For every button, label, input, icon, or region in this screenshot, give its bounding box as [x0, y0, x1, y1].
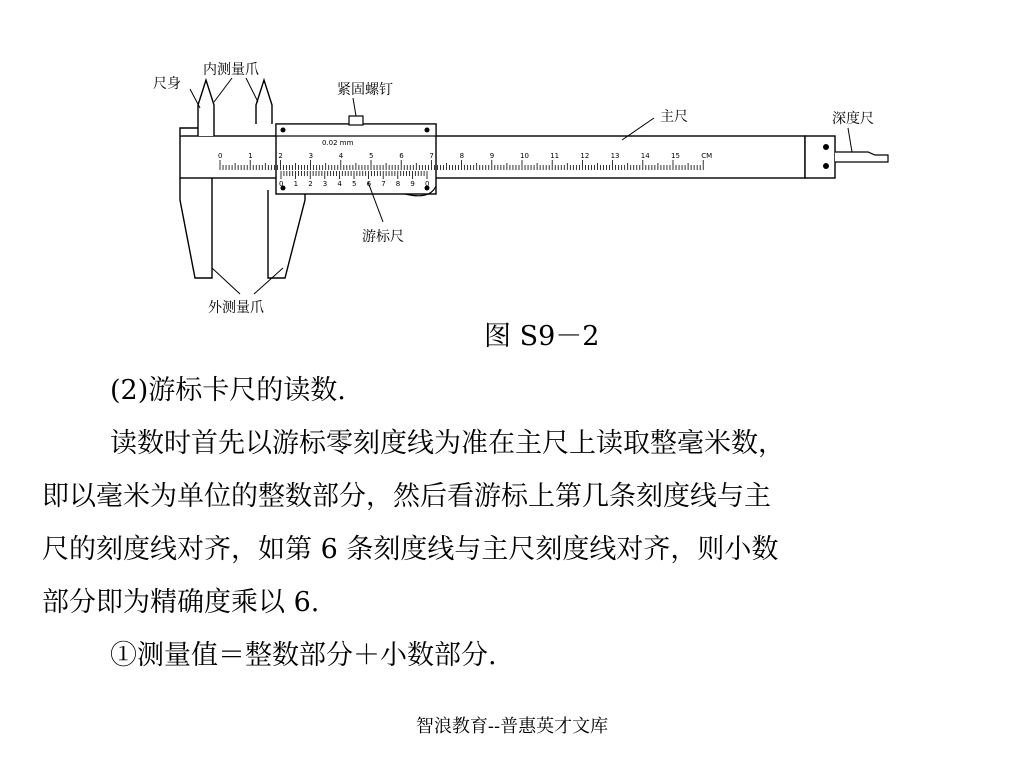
label-vernier-scale: 游标尺 — [362, 229, 404, 245]
main-scale-number: 7 — [429, 152, 434, 160]
vernier-scale-number: 2 — [308, 180, 313, 188]
footer-source: 智浪教育--普惠英才文库 — [415, 716, 609, 737]
main-scale-number: 8 — [459, 152, 465, 160]
main-scale-number: 15 — [671, 152, 680, 160]
vernier-scale-number: 5 — [352, 180, 357, 188]
vernier-scale-number: 1 — [293, 180, 299, 188]
vernier-scale-number: 3 — [322, 180, 328, 188]
label-outer-jaws: 外测量爪 — [208, 300, 264, 316]
main-scale-number: 9 — [489, 152, 495, 160]
vernier-scale-number: 0 — [279, 180, 284, 188]
precision-mark: 0.02 mm — [322, 139, 354, 147]
label-ruler-body: 尺身 — [153, 76, 181, 92]
main-scale-number: 4 — [338, 152, 344, 160]
figure-caption: 图 S9－2 — [484, 321, 600, 352]
label-main-scale: 主尺 — [660, 109, 688, 125]
main-scale-number: 5 — [369, 152, 374, 160]
paragraph-line-1: 读数时首先以游标零刻度线为准在主尺上读取整毫米数， — [110, 428, 785, 459]
main-scale-number: 14 — [640, 152, 650, 160]
main-scale-number: 10 — [520, 152, 529, 160]
main-scale-number: 3 — [308, 152, 314, 160]
main-scale-number: 6 — [399, 152, 404, 160]
main-scale-number: CM — [701, 152, 713, 160]
main-scale-number: 1 — [248, 152, 253, 160]
vernier-scale-number: 8 — [395, 180, 401, 188]
paragraph-line-4: 部分即为精确度乘以 6. — [42, 587, 320, 618]
paragraph-line-3: 尺的刻度线对齐，如第 6 条刻度线与主尺刻度线对齐，则小数 — [42, 534, 779, 565]
inner-jaws — [180, 80, 272, 136]
vernier-scale-number: 4 — [337, 180, 342, 188]
main-scale-number: 0 — [218, 152, 223, 160]
main-scale-number: 12 — [580, 152, 590, 160]
label-lock-screw: 紧固螺钉 — [337, 82, 393, 98]
section-heading: (2)游标卡尺的读数. — [110, 375, 346, 406]
vernier-scale-number: 0 — [425, 180, 430, 188]
main-scale-number: 2 — [278, 152, 283, 160]
vernier-caliper-figure — [0, 0, 1024, 340]
vernier-scale-number: 7 — [381, 180, 386, 188]
label-depth-rod: 深度尺 — [832, 111, 874, 127]
main-scale-number: 13 — [610, 152, 620, 160]
vernier-scale-number: 6 — [366, 180, 372, 188]
vernier-scale-number: 9 — [410, 180, 415, 188]
main-scale-number: 11 — [550, 152, 560, 160]
paragraph-line-2: 即以毫米为单位的整数部分，然后看游标上第几条刻度线与主 — [42, 481, 771, 512]
label-inner-jaws: 内测量爪 — [203, 62, 259, 78]
formula-line: ①测量值＝整数部分＋小数部分. — [110, 640, 497, 671]
